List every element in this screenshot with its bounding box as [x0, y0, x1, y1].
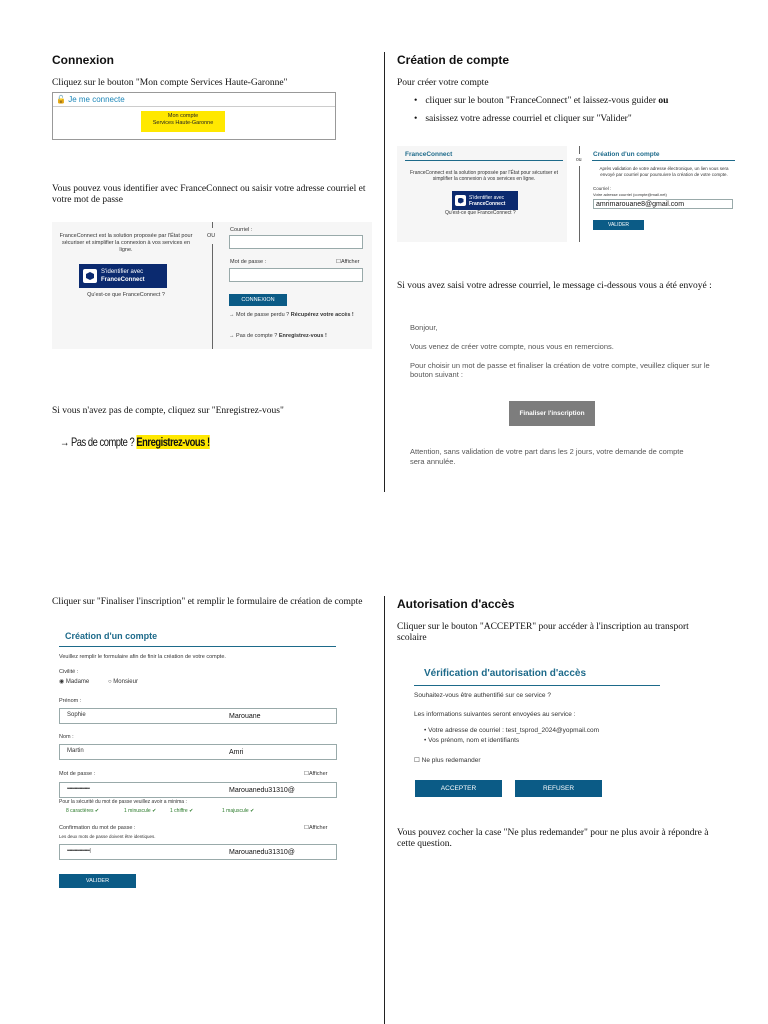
email-line-2: Pour choisir un mot de passe et finaliser la création de votre compte, veuillez cliquer sur le bouton suivant :: [410, 361, 710, 379]
radio-unchecked-icon: ○: [108, 679, 112, 685]
civilite-label: Civilité :: [59, 669, 79, 675]
fc-question-link[interactable]: Qu'est-ce que FranceConnect ?: [87, 292, 165, 298]
confirm-hint: Les deux mots de passe doivent être identiques.: [59, 834, 156, 839]
connexion-intro: Cliquez sur le bouton "Mon compte Services Haute-Garonne": [52, 78, 288, 88]
mdp-input[interactable]: •••••••••••••••••• Marouanedu31310@: [59, 782, 337, 798]
auth-item-identity: • Vos prénom, nom et identifiants: [424, 737, 520, 744]
prenom-input[interactable]: Sophie Marouane: [59, 708, 337, 724]
email-line-1: Vous venez de créer votre compte, nous vous en remercions.: [410, 342, 614, 351]
divider: [212, 244, 213, 349]
autorisation-title: Autorisation d'accès: [397, 597, 515, 611]
franceconnect-logo-icon: [83, 269, 97, 283]
nom-label: Nom :: [59, 734, 74, 740]
confirm-label: Confirmation du mot de passe :: [59, 825, 136, 831]
saisi-text: Si vous avez saisi votre adresse courriel, le message ci-dessous vous a été envoyé :: [397, 281, 712, 291]
auth-question: Souhaitez-vous être authentifié sur ce service ?: [414, 692, 551, 699]
divider: [592, 160, 735, 161]
email-preview: [410, 323, 710, 379]
email-warning: Attention, sans validation de votre part dans les 2 jours, votre demande de compte sera annulée.: [410, 447, 684, 466]
email-input[interactable]: amrimarouane8@gmail.com: [593, 199, 733, 209]
column-divider: [384, 52, 385, 492]
pas-de-compte-link[interactable]: → Pas de compte ? Enregistrez-vous !: [229, 333, 327, 339]
securite-hint: Pour la sécurité du mot de passe veuillez avoir a minima :: [59, 799, 187, 805]
courriel-input[interactable]: [229, 235, 363, 249]
courriel-hint: Votre adresse courriel (compte@mail.net): [593, 192, 667, 197]
creation-intro: Pour créer votre compte: [397, 78, 489, 88]
identify-text: Vous pouvez vous identifier avec FranceConnect ou saisir votre adresse courriel et votre mot de passe: [52, 184, 366, 205]
auth-infos: Les informations suivantes seront envoyées au service :: [414, 711, 576, 718]
afficher-checkbox[interactable]: ☐Afficher: [304, 771, 328, 777]
divider: [405, 160, 563, 161]
confirm-input[interactable]: ••••••••••••••••••| Marouanedu31310@: [59, 844, 337, 860]
courriel-label: Courriel :: [593, 186, 612, 191]
form-description: Veuillez remplir le formulaire afin de finir la création de votre compte.: [59, 654, 226, 660]
connexion-title: Connexion: [52, 53, 114, 67]
creation-bullet-2: • saisissez votre adresse courriel et cliquer sur "Valider": [414, 114, 632, 124]
valider-button[interactable]: VALIDER: [59, 874, 136, 888]
accepter-button[interactable]: ACCEPTER: [415, 780, 502, 797]
monsieur-radio[interactable]: ○ Monsieur: [108, 679, 138, 685]
rule-8-caracteres: 8 caractères ✔: [66, 808, 100, 814]
form-header: Création d'un compte: [65, 631, 158, 641]
nom-input[interactable]: Martin Amri: [59, 744, 337, 760]
radio-checked-icon: ◉: [59, 679, 65, 685]
ne-plus-redemander-checkbox[interactable]: ☐ Ne plus redemander: [414, 757, 481, 764]
lock-icon: 🔓: [56, 95, 66, 104]
fc-description: FranceConnect est la solution proposée par l'État pour sécuriser et simplifier la connexion à vos services en ligne.: [59, 233, 193, 253]
je-me-connecte-panel: [52, 92, 336, 140]
franceconnect-button[interactable]: S'identifier avec FranceConnect: [79, 264, 167, 288]
no-account-text: Si vous n'avez pas de compte, cliquez sur "Enregistrez-vous": [52, 406, 284, 416]
divider: [59, 646, 336, 647]
creation-screenshot: [397, 146, 735, 242]
column-divider: [384, 596, 385, 1024]
connexion-button[interactable]: CONNEXION: [229, 294, 287, 306]
valider-button[interactable]: VALIDER: [593, 220, 644, 230]
ou-label: ou: [576, 157, 582, 163]
creation-bullet-1: • cliquer sur le bouton "FranceConnect" et laissez-vous guider ou: [414, 96, 669, 106]
afficher-checkbox[interactable]: ☐Afficher: [304, 825, 328, 831]
email-greeting: Bonjour,: [410, 323, 438, 332]
je-me-connecte-label: Je me connecte: [68, 95, 125, 104]
auth-item-email: • Votre adresse de courriel : test_tsprod_2024@yopmail.com: [424, 727, 600, 734]
fc-description: FranceConnect est la solution proposée par l'État pour sécuriser et simplifier la connexion à vos services en ligne.: [410, 170, 558, 182]
divider: [579, 146, 580, 154]
divider: [212, 222, 213, 228]
divider: [53, 106, 335, 107]
franceconnect-button[interactable]: S'identifier avec FranceConnect: [452, 191, 518, 210]
refuser-button[interactable]: REFUSER: [515, 780, 602, 797]
formulaire-screenshot: [52, 628, 342, 898]
divider: [414, 685, 660, 686]
finaliser-inscription-button[interactable]: Finaliser l'inscription: [509, 401, 595, 426]
autorisation-header: Vérification d'autorisation d'accès: [424, 668, 587, 679]
autorisation-outro: Vous pouvez cocher la case "Ne plus redemander" pour ne plus avoir à répondre à cette question.: [397, 828, 709, 849]
mdp-perdu-link[interactable]: → Mot de passe perdu ? Récupérez votre accès !: [229, 312, 354, 318]
cc-header: Création d'un compte: [593, 151, 660, 158]
autorisation-intro: Cliquer sur le bouton "ACCEPTER" pour accéder à l'inscription au transport scolaire: [397, 622, 689, 643]
mdp-label: Mot de passe :: [59, 771, 96, 777]
mon-compte-button[interactable]: Mon compte Services Haute-Garonne: [141, 111, 225, 132]
login-screenshot: [52, 222, 372, 349]
rule-minuscule: 1 minuscule ✔: [124, 808, 157, 814]
rule-majuscule: 1 majuscule ✔: [222, 808, 255, 814]
fc-question-link[interactable]: Qu'est-ce que FranceConnect ?: [445, 210, 516, 216]
cc-description: Après validation de votre adresse électronique, un lien vous sera envoyé par courriel pour poursuivre la création de votre compte.: [599, 166, 729, 177]
afficher-checkbox[interactable]: ☐Afficher: [336, 259, 360, 265]
rule-chiffre: 1 chiffre ✔: [170, 808, 194, 814]
creation-title: Création de compte: [397, 53, 510, 67]
courriel-label: Courriel :: [230, 227, 253, 233]
prenom-label: Prénom :: [59, 698, 82, 704]
mdp-input[interactable]: [229, 268, 363, 282]
formulaire-intro: Cliquer sur "Finaliser l'inscription" et remplir le formulaire de création de compte: [52, 597, 363, 607]
mdp-label: Mot de passe :: [230, 259, 267, 265]
divider: [579, 166, 580, 242]
franceconnect-logo-icon: [455, 195, 466, 206]
enregistrez-vous-zoom[interactable]: → Pas de compte ? Enregistrez-vous !: [60, 435, 210, 449]
fc-header: FranceConnect: [405, 151, 453, 158]
madame-radio[interactable]: ◉ Madame: [59, 679, 90, 685]
ou-label: OU: [207, 233, 216, 239]
